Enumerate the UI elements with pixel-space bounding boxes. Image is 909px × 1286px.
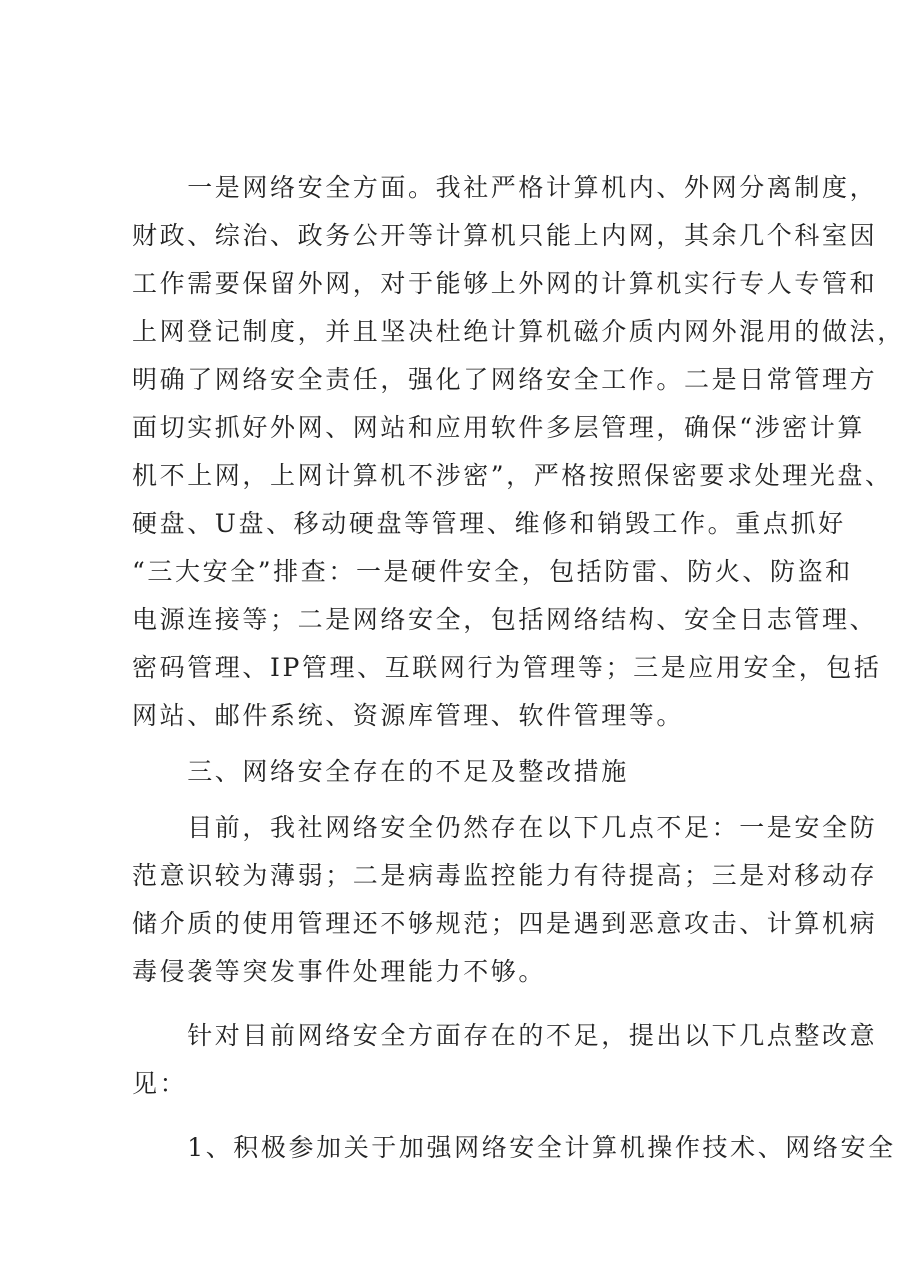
section-heading: 三、网络安全存在的不足及整改措施 xyxy=(132,757,629,786)
paragraph-rectification-item-1 xyxy=(132,1124,896,1172)
text-line: 目前，我社网络安全仍然存在以下几点不足：一是安全防 xyxy=(132,813,878,842)
paragraph-rectification-intro xyxy=(132,1012,878,1108)
text-line: 网站、邮件系统、资源库管理、软件管理等。 xyxy=(132,701,685,730)
text-line: 明确了网络安全责任，强化了网络安全工作。二是日常管理方 xyxy=(132,365,878,394)
text-line: “三大安全”排查：一是硬件安全，包括防雷、防火、防盗和 xyxy=(132,557,853,586)
spacer xyxy=(132,996,812,1012)
document-body xyxy=(132,164,905,1172)
text-line: 针对目前网络安全方面存在的不足，提出以下几点整改意 xyxy=(132,1021,878,1050)
spacer xyxy=(132,740,812,748)
text-line: 上网登记制度，并且坚决杜绝计算机磁介质内网外混用的做法， xyxy=(132,317,905,346)
text-line: 范意识较为薄弱；二是病毒监控能力有待提高；三是对移动存 xyxy=(132,861,878,890)
text-line: 储介质的使用管理还不够规范；四是遇到恶意攻击、计算机病 xyxy=(132,909,878,938)
text-line: 毒侵袭等突发事件处理能力不够。 xyxy=(132,957,547,986)
spacer xyxy=(132,796,812,804)
paragraph-network-security-measures xyxy=(132,164,905,740)
spacer xyxy=(132,1108,812,1124)
text-line: 见： xyxy=(132,1069,188,1098)
text-line: 面切实抓好外网、网站和应用软件多层管理，确保“涉密计算 xyxy=(132,413,865,442)
text-line: 工作需要保留外网，对于能够上外网的计算机实行专人专管和 xyxy=(132,269,878,298)
text-line: 1、积极参加关于加强网络安全计算机操作技术、网络安全 xyxy=(132,1133,896,1162)
text-line: 硬盘、U盘、移动硬盘等管理、维修和销毁工作。重点抓好 xyxy=(132,509,846,538)
text-line: 机不上网，上网计算机不涉密”，严格按照保密要求处理光盘、 xyxy=(132,461,893,490)
text-line: 财政、综治、政务公开等计算机只能上内网，其余几个科室因 xyxy=(132,221,878,250)
text-line: 密码管理、IP管理、互联网行为管理等；三是应用安全，包括 xyxy=(132,653,882,682)
text-line: 电源连接等；二是网络安全，包括网络结构、安全日志管理、 xyxy=(132,605,878,634)
paragraph-shortcomings xyxy=(132,804,878,996)
text-line: 一是网络安全方面。我社严格计算机内、外网分离制度， xyxy=(132,173,878,202)
